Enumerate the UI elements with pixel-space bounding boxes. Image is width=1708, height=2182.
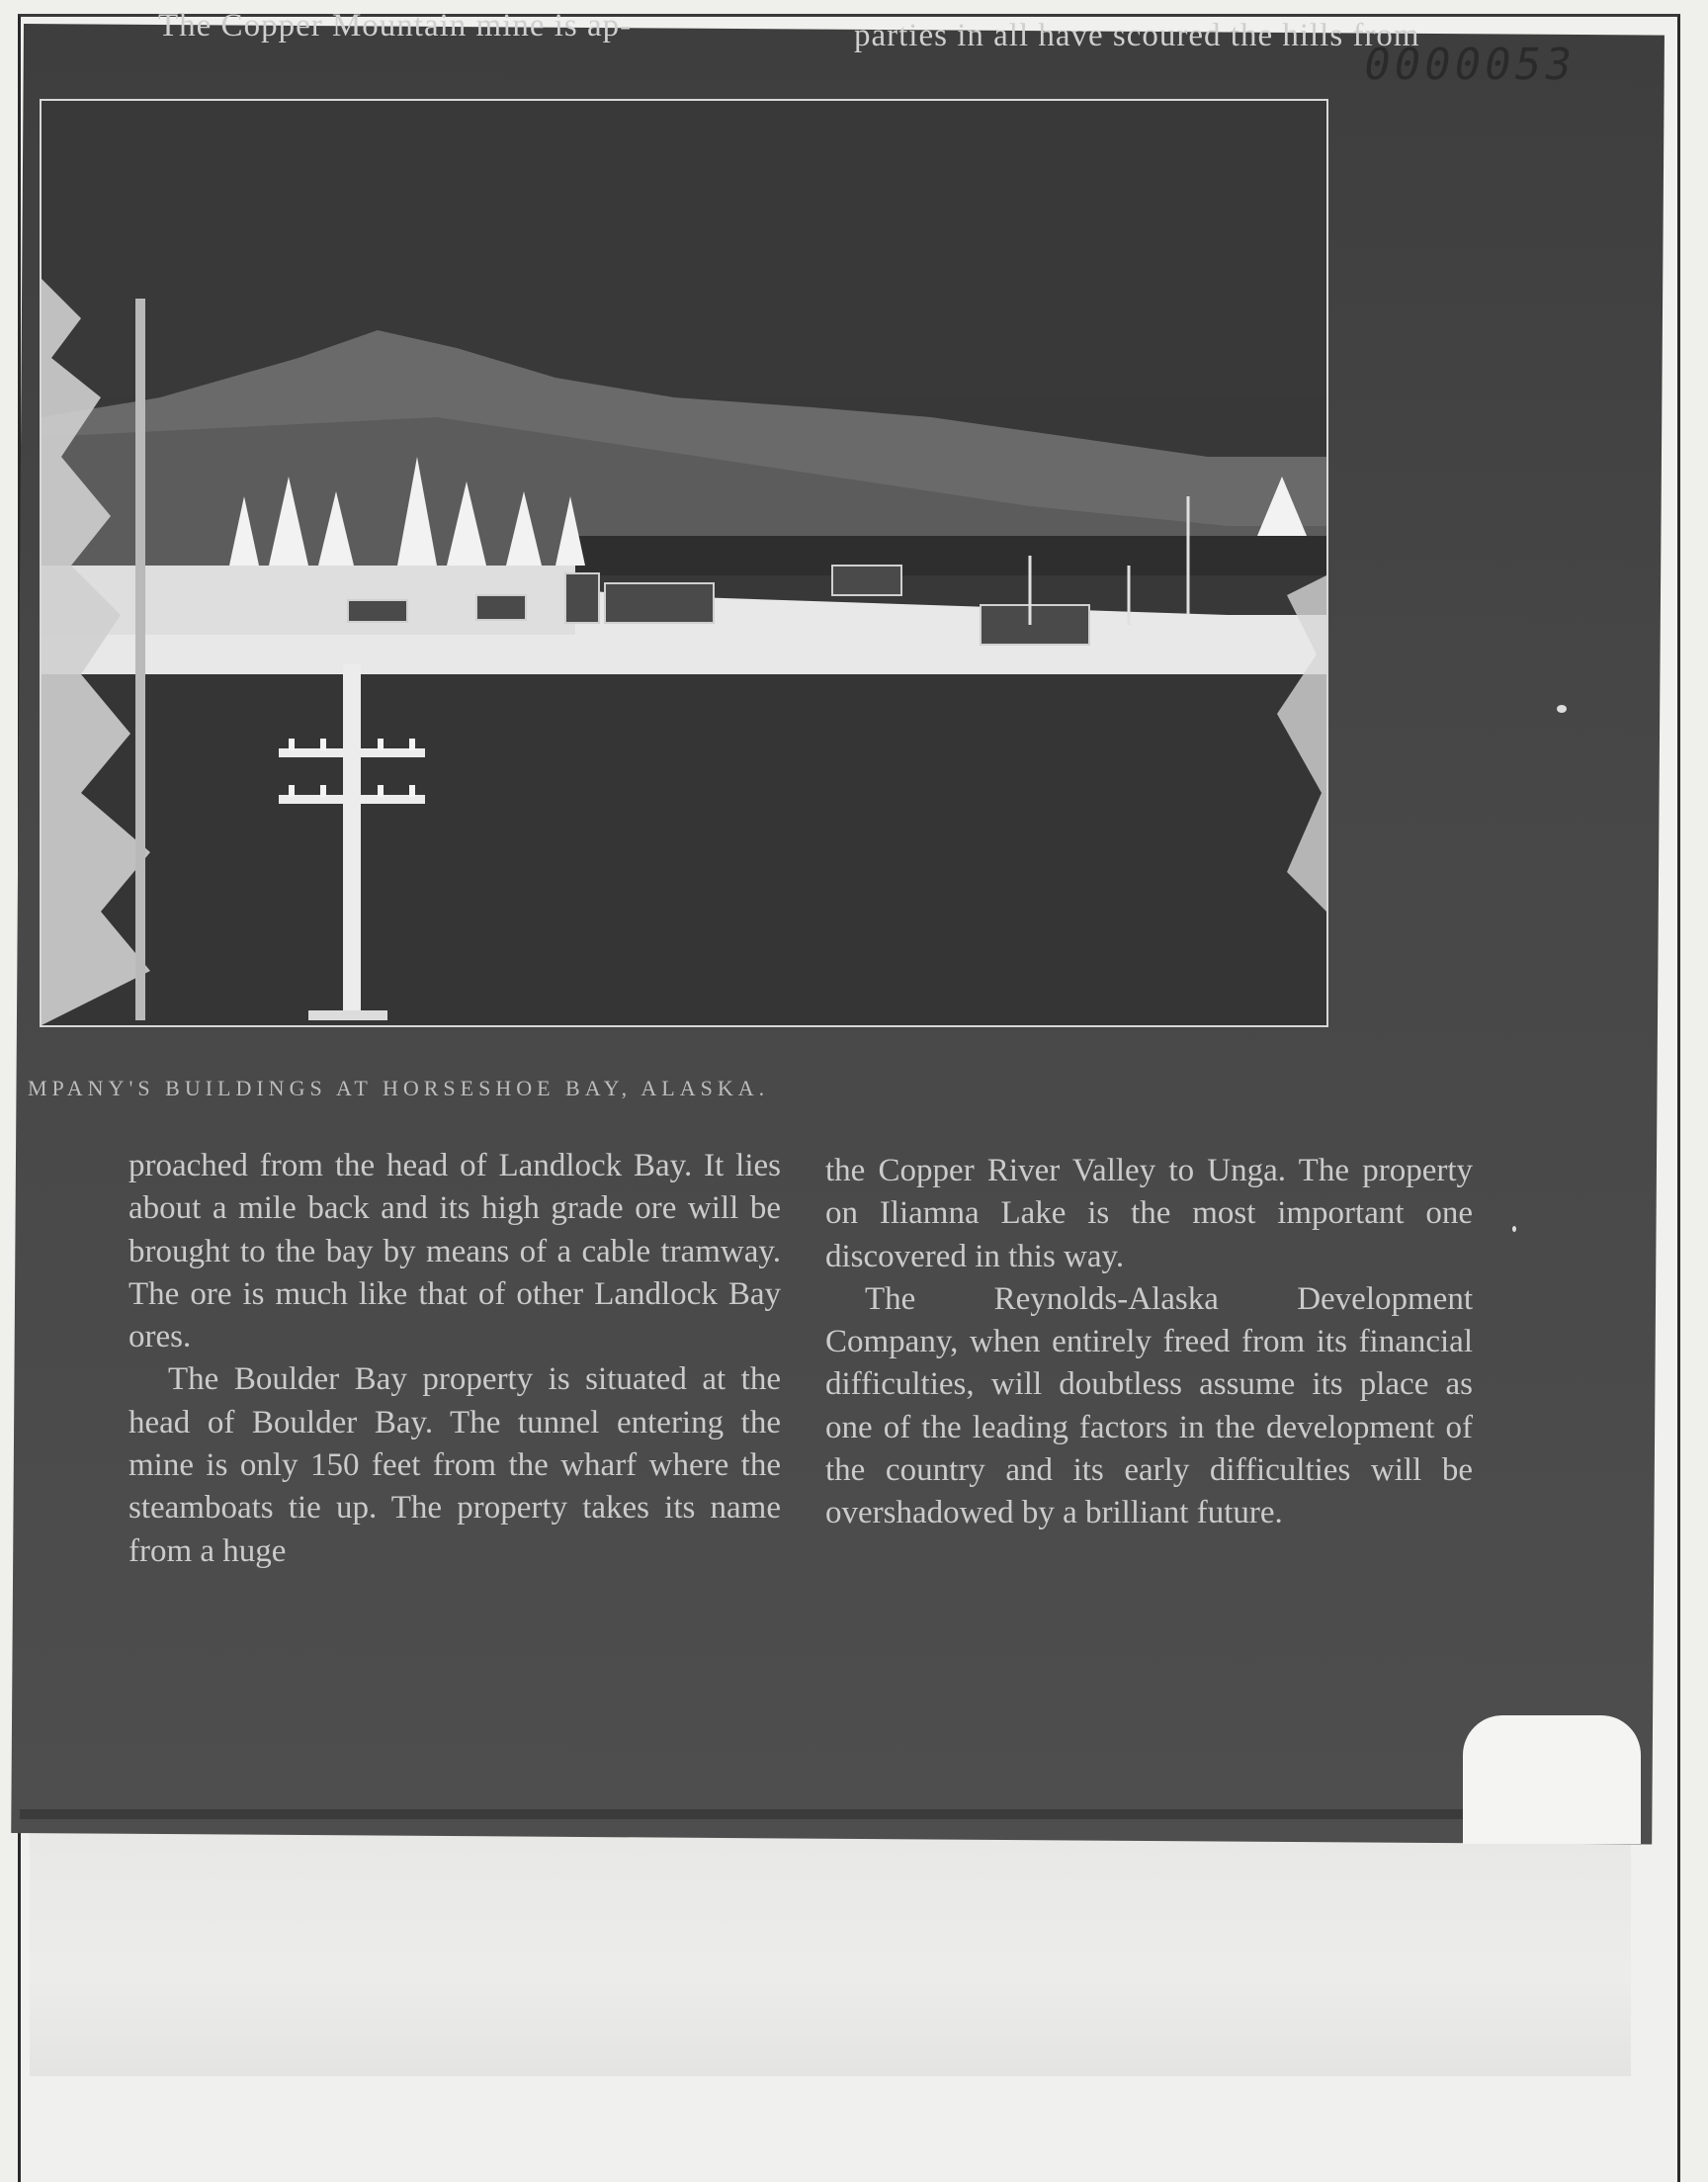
dust-speck — [1557, 705, 1567, 713]
photo-caption: MPANY'S BUILDINGS AT HORSESHOE BAY, ALASKA. — [28, 1076, 770, 1100]
left-text-column — [128, 1145, 781, 1573]
header-left-text: The Copper Mountain mine is ap- — [158, 8, 633, 44]
lower-blank-page — [30, 1829, 1631, 2076]
torn-corner — [1463, 1715, 1641, 1844]
page-number-stamp: 0000053 — [1359, 40, 1580, 90]
header-text-row — [158, 8, 1522, 53]
dust-speck — [1512, 1226, 1516, 1232]
right-paragraph-1: the Copper River Valley to Unga. The property on Iliamna Lake is the most important one discovered in this way. — [825, 1153, 1473, 1274]
page-edge-shadow — [20, 1809, 1463, 1819]
photograph — [40, 99, 1328, 1027]
left-paragraph-1: proached from the head of Landlock Bay. It lies about a mile back and its high grade ore will be brought to the bay by means of a cable tramway. The ore is much like that of other Landlock Bay ores. — [128, 1148, 781, 1355]
left-paragraph-2: The Boulder Bay property is situated at the head of Boulder Bay. The tunnel entering the mine is only 150 feet from the wharf where the steamboats tie up. The property takes its name from a huge — [128, 1361, 781, 1569]
header-right-text: parties in all have scoured the hills from — [854, 18, 1420, 53]
right-text-column — [825, 1150, 1473, 1535]
landscape-photo-icon — [42, 101, 1326, 1025]
right-paragraph-2: The Reynolds-Alaska Development Company, when entirely freed from its financial difficulties, will doubtless assume its place as one of the leading factors in the development of the country and its early difficulties will be overshadowed by a brilliant future. — [825, 1280, 1473, 1531]
